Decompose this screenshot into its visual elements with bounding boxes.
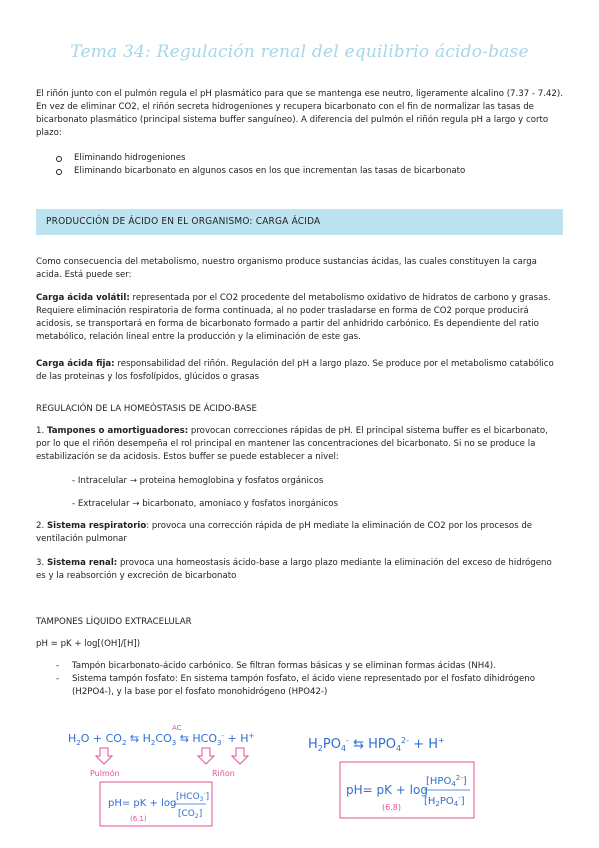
rinon-label: Riñon — [212, 769, 235, 778]
carga-intro-paragraph: Como consecuencia del metabolismo, nuestro organismo produce sustancias ácidas, las cuales constituyen la carga acida. Está puede ser: — [36, 257, 537, 280]
list-item: - Tampón bicarbonato-ácido carbónico. Se filtran formas básicas y se eliminan formas ácidas (NH4). — [56, 661, 496, 671]
page-title: Tema 34: Regulación renal del equilibrio ácido-base — [70, 42, 529, 62]
rinon-arrow-icon — [198, 748, 214, 764]
ph-formula-left: pH= pK + log — [108, 798, 177, 809]
pulmon-arrow-icon — [96, 748, 112, 764]
bullet-icon — [56, 169, 62, 175]
intro-paragraph: El riñón junto con el pulmón regula el pH plasmático para que se mantenga ese neutro, ligeramente alcalino (7.37 - 7.42). En vez de eliminar CO2, el riñón secreta hidrogeniones y recupera bicarbonato con el fin de normalizar las tasas de bicarbonato plasmático (principal sistema buffer sanguíneo). A diferencia del pulmón el riñón regula pH a largo y corto plazo: — [36, 89, 563, 138]
rinon-arrow-icon — [232, 748, 248, 764]
formula-numerator: $[HPO_4^{2-}]$ — [426, 774, 467, 788]
pulmon-label: Pulmón — [90, 769, 120, 778]
intro-bullet-list — [56, 152, 566, 178]
term-label: Tampones o amortiguadores: — [46, 426, 189, 436]
term-label: Sistema renal: — [46, 558, 118, 568]
ph-formula-text: pH = pK + log[(OH]/[H]) — [36, 639, 141, 649]
tampones-heading: TAMPONES LÍQUIDO EXTRACELULAR — [36, 617, 192, 627]
pk-value: (6.8) — [382, 803, 401, 812]
pk-value: (6.1) — [130, 815, 147, 823]
item-tampones: 1. Tampones o amortiguadores: provocan correcciones rápidas de pH. El principal sistema buffer es el bicarbonato, por lo que el riñón desempeña el rol principal en mantener las concentraciones del bicarbonato. Si no se produce la estabilización se da acidosis. Estos buffer se puede establecer a nivel: — [36, 426, 548, 462]
item-respiratorio: 2. Sistema respiratorio: provoca una corrección rápida de pH mediate la eliminación de CO2 por los procesos de ventilación pulmonar — [36, 521, 533, 544]
bullet-icon — [56, 156, 62, 162]
section-band — [36, 209, 563, 235]
phosphate-buffer-diagram — [300, 722, 550, 832]
intracelular-line: - Intracelular → proteina hemoglobina y fosfatos orgánicos — [72, 476, 324, 486]
list-item: - Sistema tampón fosfato: En sistema tampón fosfato, el ácido viene representado por el fosfato dihidrógeno (H2PO4-), y la base por el fosfato monohidrógeno (HPO42-) — [56, 674, 536, 697]
section-heading: PRODUCCIÓN DE ÁCIDO EN EL ORGANISMO: CARGA ÁCIDA — [46, 216, 321, 227]
carga-volatil-paragraph: Carga ácida volátil: representada por el CO2 procedente del metabolismo oxidativo de hidratos de carbono y grasas. Requiere eliminación respiratoria de forma continuada, al no poder trasladarse en forma de CO2 porque producirá acidosis, se transportará en forma de bicarbonato formado a partir del anhidrido carbónico. Es dependiente del ratio metabólico, relación lineal entre la producción y la eliminación de este gas. — [36, 293, 551, 342]
formula-denominator: $[H_2PO_4^-]$ — [424, 794, 465, 808]
list-item: Eliminando hidrogeniones — [56, 152, 566, 165]
ac-label: AC — [172, 724, 182, 732]
tampones-dash-list — [56, 660, 566, 699]
bicarbonate-equation: $H_2O + CO_2$ ⇆ $H_2CO_3$ ⇆ $HCO_3^- + H^+$ — [68, 732, 255, 747]
bicarbonate-buffer-diagram — [60, 718, 300, 833]
term-label: Carga ácida fija: — [36, 359, 115, 369]
item-renal: 3. Sistema renal: provoca una homeostasis ácido-base a largo plazo mediante la eliminación del exceso de hidrógeno es y la reabsorción y excreción de bicarbonato — [36, 558, 552, 581]
ph-formula-right: pH= pK + log — [346, 783, 428, 797]
term-label: Sistema respiratorio — [46, 521, 147, 531]
formula-numerator: $[HCO_3^-]$ — [176, 790, 210, 803]
formula-denominator: $[CO_2]$ — [178, 809, 203, 820]
regulacion-heading: REGULACIÓN DE LA HOMEÓSTASIS DE ÁCIDO-BASE — [36, 404, 257, 414]
carga-fija-paragraph: Carga ácida fija: responsabilidad del riñón. Regulación del pH a largo plazo. Se produce por el metabolismo catabólico de las proteinas y los fosfolípidos, glúcidos o grasas — [36, 359, 554, 382]
list-item: Eliminando bicarbonato en algunos casos en los que incrementan las tasas de bicarbonato — [56, 165, 566, 178]
extracelular-line: - Extracelular → bicarbonato, amoniaco y fosfatos inorgánicos — [72, 499, 339, 509]
term-label: Carga ácida volátil: — [36, 293, 130, 303]
phosphate-equation: $H_2PO_4^-$ ⇆ $HPO_4^{2-} + H^+$ — [308, 736, 445, 753]
